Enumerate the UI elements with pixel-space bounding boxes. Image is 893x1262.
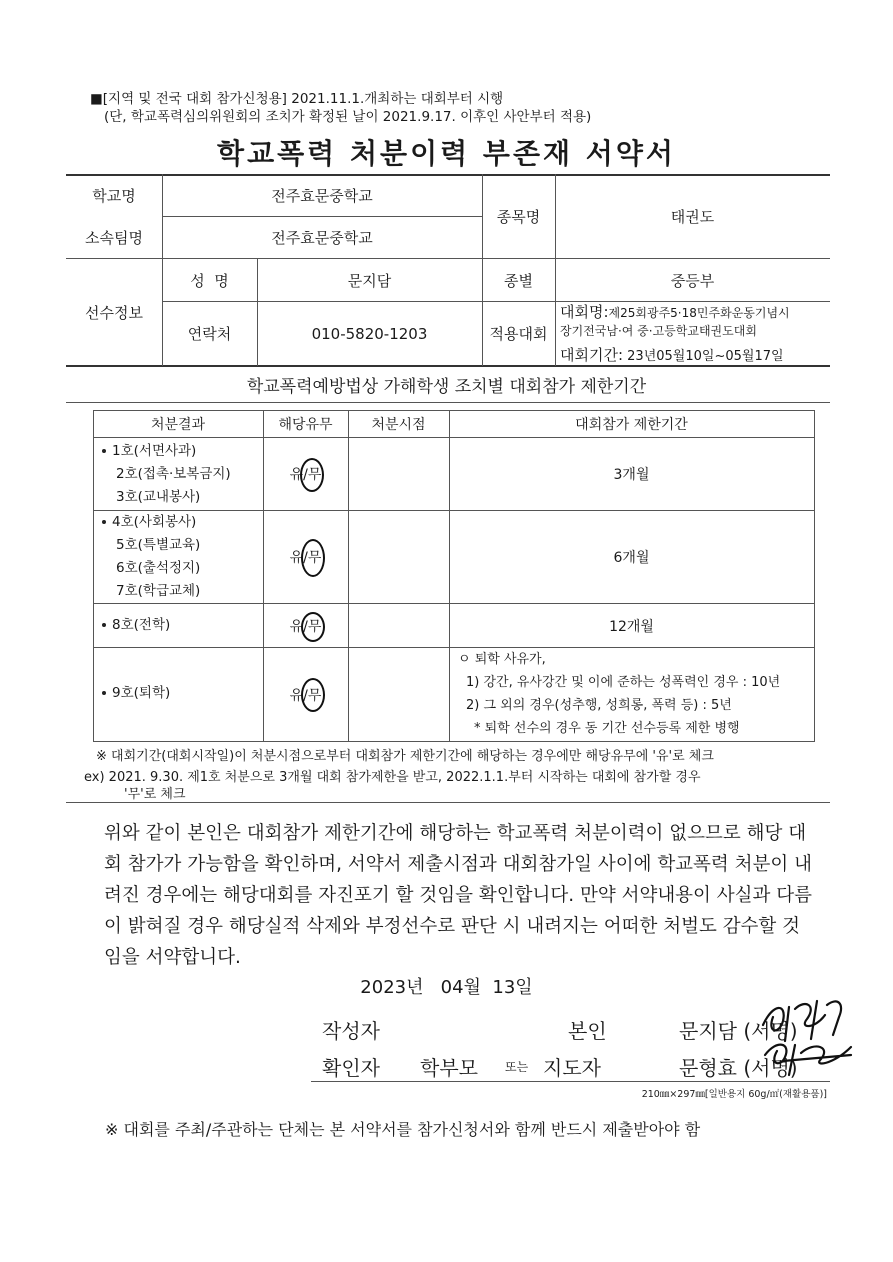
pledge-body: 위와 같이 본인은 대회참가 제한기간에 해당하는 학교폭력 처분이력이 없으므로 해당 대회 참가가 가능함을 확인하며, 서약서 제출시점과 대회참가일 사이에 학교폭력 처분이 내려진 경우에는 해당대회를 자진포기 할 것임을 확인합니다. 만약 서약내용이 사실과 다름이 밝혀질 경우 해당실적 삭제와 부정선수로 판단 시 내려지는 어떠한 처벌도 감수할 것임을 서약합니다.: [104, 823, 813, 968]
contest-name-value-1: 제25회광주5·18민주화운동기념시: [608, 306, 790, 320]
paper-spec: 210㎜×297㎜[일반용지 60g/㎡(재활용품)]: [641, 1089, 827, 1100]
header-disposition-time: 처분시점: [371, 417, 426, 433]
team-value: 전주효문중학교: [271, 229, 373, 247]
contest-period-label: 대회기간:: [560, 346, 624, 364]
sport-label: 종목명: [496, 208, 541, 226]
period-4: ㅇ 퇴학 사유가, 1) 강간, 유사강간 및 이에 준하는 성폭력인 경우 : 10년 2) 그 외의 경우(성추행, 성희롱, 폭력 등) : 5년 * 퇴학 선수의 경우 동 기간 선수등록 제한 병행: [458, 652, 781, 736]
note-3: '무'로 체크: [124, 787, 186, 802]
contest-name-value-2: 장기전국남·여 중·고등학교태권도대회: [560, 324, 757, 338]
table-row: 8호(전학): [102, 614, 170, 637]
yn-checkbox-3[interactable]: 유/무: [289, 618, 322, 635]
footer-note: ※ 대회를 주최/주관하는 단체는 본 서약서를 참가신청서와 함께 반드시 제출받아야 함: [105, 1120, 701, 1139]
header-line-2: (단, 학교폭력심의위원회의 조치가 확정된 날이 2021.9.17. 이후인 사안부터 적용): [104, 109, 592, 125]
restriction-subheading: 학교폭력예방법상 가해학생 조치별 대회참가 제한기간: [246, 377, 647, 397]
check-circle-mark: [301, 539, 325, 577]
table-row: 4호(사회봉사) 5호(특별교육) 6호(출석정지) 7호(학급교체): [102, 511, 200, 603]
category-label: 종별: [504, 271, 533, 290]
check-circle-mark: [301, 612, 325, 642]
school-value: 전주효문중학교: [271, 187, 373, 205]
contest-period: [560, 344, 784, 365]
writer-name: 문지담 (서명): [679, 1019, 798, 1043]
confirmer-name: 문형효 (서명): [679, 1056, 798, 1080]
coach-label: 지도자: [543, 1056, 601, 1080]
name-value: 문지담: [347, 271, 392, 290]
writer-label: 작성자: [322, 1019, 380, 1043]
period-1: 3개월: [613, 467, 650, 483]
category-value: 중등부: [670, 271, 715, 290]
check-circle-mark: [301, 678, 325, 712]
sport-value: 태권도: [670, 208, 715, 226]
contact-label: 연락처: [187, 325, 232, 343]
table-row: 1호(서면사과) 2호(접촉·보복금지) 3호(교내봉사): [102, 440, 231, 509]
header-applicable: 해당유무: [278, 417, 333, 433]
yn-checkbox-4[interactable]: 유/무: [289, 687, 322, 704]
contest-name: [560, 303, 830, 340]
period-3: 12개월: [609, 618, 654, 635]
header-line-1: ■[지역 및 전국 대회 참가신청용] 2021.11.1.개최하는 대회부터 시행: [90, 91, 504, 107]
contest-period-value: 23년05월10일~05월17일: [627, 349, 784, 364]
table-row: 9호(퇴학): [102, 682, 170, 705]
pledge-date: 2023년 04월 13일: [360, 977, 533, 998]
team-label: 소속팀명: [85, 229, 143, 247]
yn-checkbox-2[interactable]: 유/무: [289, 550, 322, 566]
school-label: 학교명: [92, 187, 136, 205]
note-1: ※ 대회기간(대회시작일)이 처분시점으로부터 대회참가 제한기간에 해당하는 경우에만 해당유무에 '유'로 체크: [96, 749, 714, 764]
note-2: ex) 2021. 9.30. 제1호 처분으로 3개월 대회 참가제한을 받고, 2022.1.1.부터 시작하는 대회에 참가할 경우: [84, 770, 701, 785]
player-info-label: 선수정보: [85, 303, 143, 322]
check-circle-mark: [300, 458, 324, 492]
handwritten-signature-icon: [755, 995, 860, 1080]
or-label: 또는: [505, 1060, 529, 1074]
period-2: 6개월: [613, 550, 650, 566]
name-label: 성 명: [190, 271, 229, 290]
contact-value: 010-5820-1203: [311, 324, 428, 343]
header-restriction-period: 대회참가 제한기간: [575, 417, 688, 433]
contest-name-label: 대회명:: [560, 303, 609, 321]
confirmer-label: 확인자: [322, 1056, 380, 1080]
parent-label: 학부모: [420, 1056, 478, 1080]
self-label: 본인: [568, 1019, 607, 1043]
yn-checkbox-1[interactable]: 유/무: [289, 467, 322, 483]
document-title: 학교폭력 처분이력 부존재 서약서: [217, 137, 676, 170]
header-disposition: 처분결과: [150, 417, 206, 433]
apply-contest-label: 적용대회: [489, 325, 548, 343]
